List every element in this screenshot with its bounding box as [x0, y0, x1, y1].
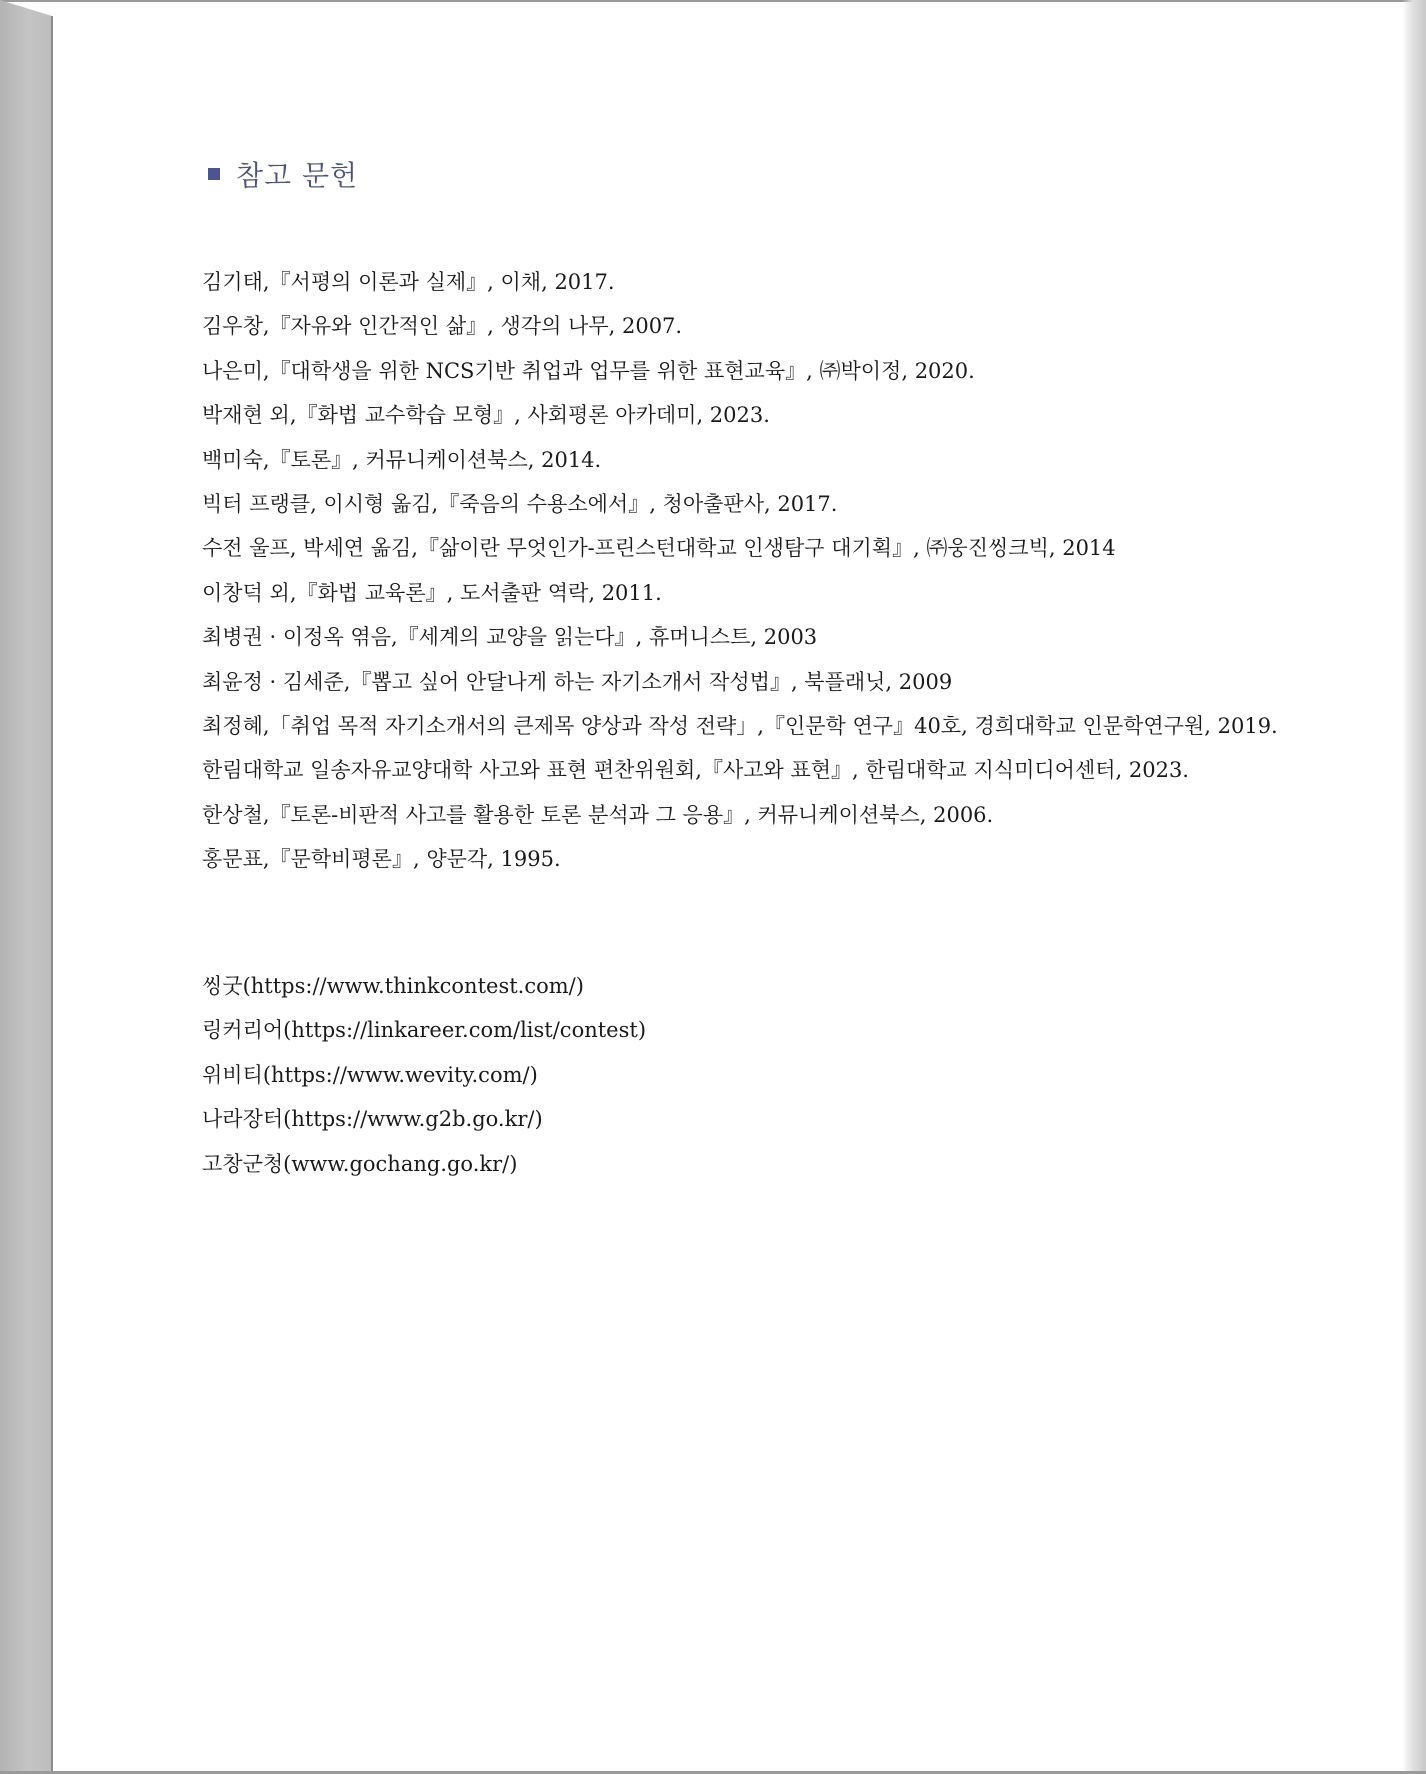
reference-item: 이창덕 외,『화법 교육론』, 도서출판 역락, 2011. [202, 580, 662, 605]
reference-item: 김기태,『서평의 이론과 실제』, 이채, 2017. [202, 270, 615, 294]
reference-item: 나은미,『대학생을 위한 NCS기반 취업과 업무를 위한 표현교육』, ㈜박이정, 2020. [202, 358, 975, 383]
website-item: 나라장터(https://www.g2b.go.kr/) [202, 1107, 543, 1132]
section-heading-text: 참고 문헌 [236, 159, 359, 192]
website-item: 링커리어(https://linkareer.com/list/contest) [202, 1018, 647, 1043]
book-page-shadow [1402, 0, 1426, 1774]
reference-item: 최윤정 · 김세준,『뽑고 싶어 안달나게 하는 자기소개서 작성법』, 북플래닛, 2009 [202, 669, 953, 694]
reference-item: 홍문표,『문학비평론』, 양문각, 1995. [202, 847, 561, 872]
reference-list [202, 268, 1302, 889]
reference-item: 백미숙,『토론』, 커뮤니케이션북스, 2014. [202, 447, 602, 472]
website-item: 씽굿(https://www.thinkcontest.com/) [202, 974, 584, 998]
reference-item: 박재현 외,『화법 교수학습 모형』, 사회평론 아카데미, 2023. [202, 403, 770, 428]
reference-item: 최정혜,「취업 목적 자기소개서의 큰제목 양상과 작성 전략」,『인문학 연구』40호, 경희대학교 인문학연구원, 2019. [202, 713, 1278, 738]
website-list [202, 972, 646, 1194]
reference-item: 빅터 프랭클, 이시형 옮김,『죽음의 수용소에서』, 청아출판사, 2017. [202, 491, 838, 516]
reference-item: 최병권 · 이정옥 엮음,『세계의 교양을 읽는다』, 휴머니스트, 2003 [202, 625, 818, 650]
square-bullet-icon [208, 168, 220, 180]
website-item: 위비티(https://www.wevity.com/) [202, 1062, 538, 1087]
section-heading [208, 154, 358, 194]
website-item: 고창군청(www.gochang.go.kr/) [202, 1151, 518, 1176]
reference-item: 한상철,『토론-비판적 사고를 활용한 토론 분석과 그 응용』, 커뮤니케이션북스, 2006. [202, 802, 994, 827]
reference-item: 수전 울프, 박세연 옮김,『삶이란 무엇인가-프린스턴대학교 인생탐구 대기획』, ㈜웅진씽크빅, 2014 [202, 536, 1116, 561]
reference-item: 김우창,『자유와 인간적인 삶』, 생각의 나무, 2007. [202, 314, 683, 339]
reference-item: 한림대학교 일송자유교양대학 사고와 표현 편찬위원회,『사고와 표현』, 한림대학교 지식미디어센터, 2023. [202, 758, 1189, 783]
book-spine [0, 0, 52, 1774]
